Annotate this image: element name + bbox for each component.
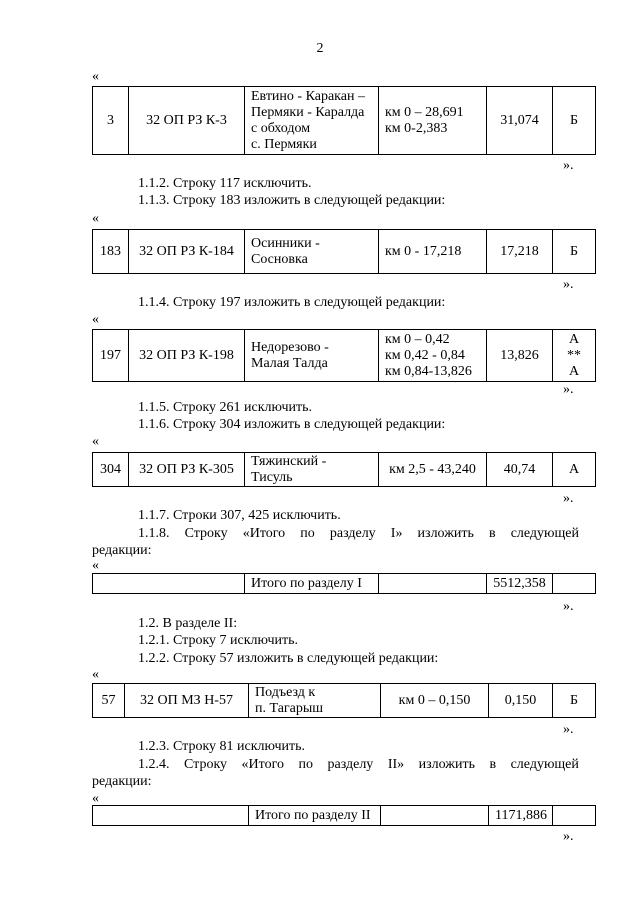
paragraph-1-1-3: 1.1.3. Строку 183 изложить в следующей редакции: — [138, 193, 446, 208]
open-quote: « — [92, 667, 99, 682]
road-length: 40,74 — [487, 453, 553, 487]
empty-cell — [553, 806, 596, 826]
paragraph-1-2: 1.2. В разделе II: — [138, 616, 238, 631]
road-km: км 0 – 28,691 км 0-2,383 — [379, 87, 487, 155]
open-quote: « — [92, 69, 99, 84]
road-length: 0,150 — [489, 684, 553, 718]
road-category: А — [553, 453, 596, 487]
road-name: Тяжинский - Тисуль — [245, 453, 379, 487]
table-row-57 — [92, 683, 596, 718]
road-category: Б — [553, 230, 596, 274]
road-length: 13,826 — [487, 330, 553, 382]
row-number: 183 — [93, 230, 129, 274]
total-label: Итого по разделу I — [245, 574, 379, 594]
close-quote: ». — [563, 722, 574, 737]
road-length: 31,074 — [487, 87, 553, 155]
table-row-3 — [92, 86, 596, 155]
paragraph-1-1-8: 1.1.8. Строку «Итого по разделу I» изложить в следующей — [138, 526, 579, 541]
paragraph-1-1-8-continuation: редакции: — [92, 543, 152, 558]
paragraph-1-2-4: 1.2.4. Строку «Итого по разделу II» изложить в следующей — [138, 757, 579, 772]
road-km: км 0 – 0,150 — [381, 684, 489, 718]
close-quote: ». — [563, 491, 574, 506]
close-quote: ». — [563, 382, 574, 397]
road-category: Б — [553, 87, 596, 155]
open-quote: « — [92, 434, 99, 449]
total-value: 5512,358 — [487, 574, 553, 594]
row-number: 57 — [93, 684, 125, 718]
row-number: 3 — [93, 87, 129, 155]
table-row-197 — [92, 329, 596, 382]
paragraph-1-1-4: 1.1.4. Строку 197 изложить в следующей редакции: — [138, 295, 446, 310]
road-code: 32 ОП РЗ К-198 — [129, 330, 245, 382]
close-quote: ». — [563, 277, 574, 292]
row-number: 304 — [93, 453, 129, 487]
road-code: 32 ОП МЗ Н-57 — [125, 684, 249, 718]
open-quote: « — [92, 558, 99, 573]
road-name: Недорезово - Малая Талда — [245, 330, 379, 382]
close-quote: ». — [563, 599, 574, 614]
paragraph-1-1-2: 1.1.2. Строку 117 исключить. — [138, 176, 312, 191]
road-category: Б — [553, 684, 596, 718]
road-name: Осинники - Сосновка — [245, 230, 379, 274]
road-km: км 2,5 - 43,240 — [379, 453, 487, 487]
empty-cell — [93, 574, 245, 594]
paragraph-1-2-3: 1.2.3. Строку 81 исключить. — [138, 739, 306, 754]
open-quote: « — [92, 312, 99, 327]
empty-cell — [381, 806, 489, 826]
empty-cell — [553, 574, 596, 594]
paragraph-1-1-6: 1.1.6. Строку 304 изложить в следующей редакции: — [138, 417, 446, 432]
close-quote: ». — [563, 829, 574, 844]
road-code: 32 ОП РЗ К-3 — [129, 87, 245, 155]
table-row-total-2 — [92, 805, 596, 826]
road-km: км 0 - 17,218 — [379, 230, 487, 274]
table-row-183 — [92, 229, 596, 274]
table-row-total-1 — [92, 573, 596, 594]
total-value: 1171,886 — [489, 806, 553, 826]
page-number: 2 — [316, 41, 324, 56]
paragraph-1-2-2: 1.2.2. Строку 57 изложить в следующей редакции: — [138, 651, 439, 666]
empty-cell — [93, 806, 249, 826]
row-number: 197 — [93, 330, 129, 382]
road-km: км 0 – 0,42 км 0,42 - 0,84 км 0,84-13,826 — [379, 330, 487, 382]
close-quote: ». — [563, 158, 574, 173]
empty-cell — [379, 574, 487, 594]
road-length: 17,218 — [487, 230, 553, 274]
open-quote: « — [92, 791, 99, 806]
paragraph-1-2-4-continuation: редакции: — [92, 774, 152, 789]
road-code: 32 ОП РЗ К-184 — [129, 230, 245, 274]
paragraph-1-2-1: 1.2.1. Строку 7 исключить. — [138, 633, 299, 648]
total-label: Итого по разделу II — [249, 806, 381, 826]
road-code: 32 ОП РЗ К-305 — [129, 453, 245, 487]
table-row-304 — [92, 452, 596, 487]
open-quote: « — [92, 211, 99, 226]
paragraph-1-1-5: 1.1.5. Строку 261 исключить. — [138, 400, 313, 415]
road-name: Евтино - Каракан – Пермяки - Каралда с обходом с. Пермяки — [245, 87, 379, 155]
road-category: А ** А — [553, 330, 596, 382]
road-name: Подъезд к п. Тагарыш — [249, 684, 381, 718]
paragraph-1-1-7: 1.1.7. Строки 307, 425 исключить. — [138, 508, 341, 523]
